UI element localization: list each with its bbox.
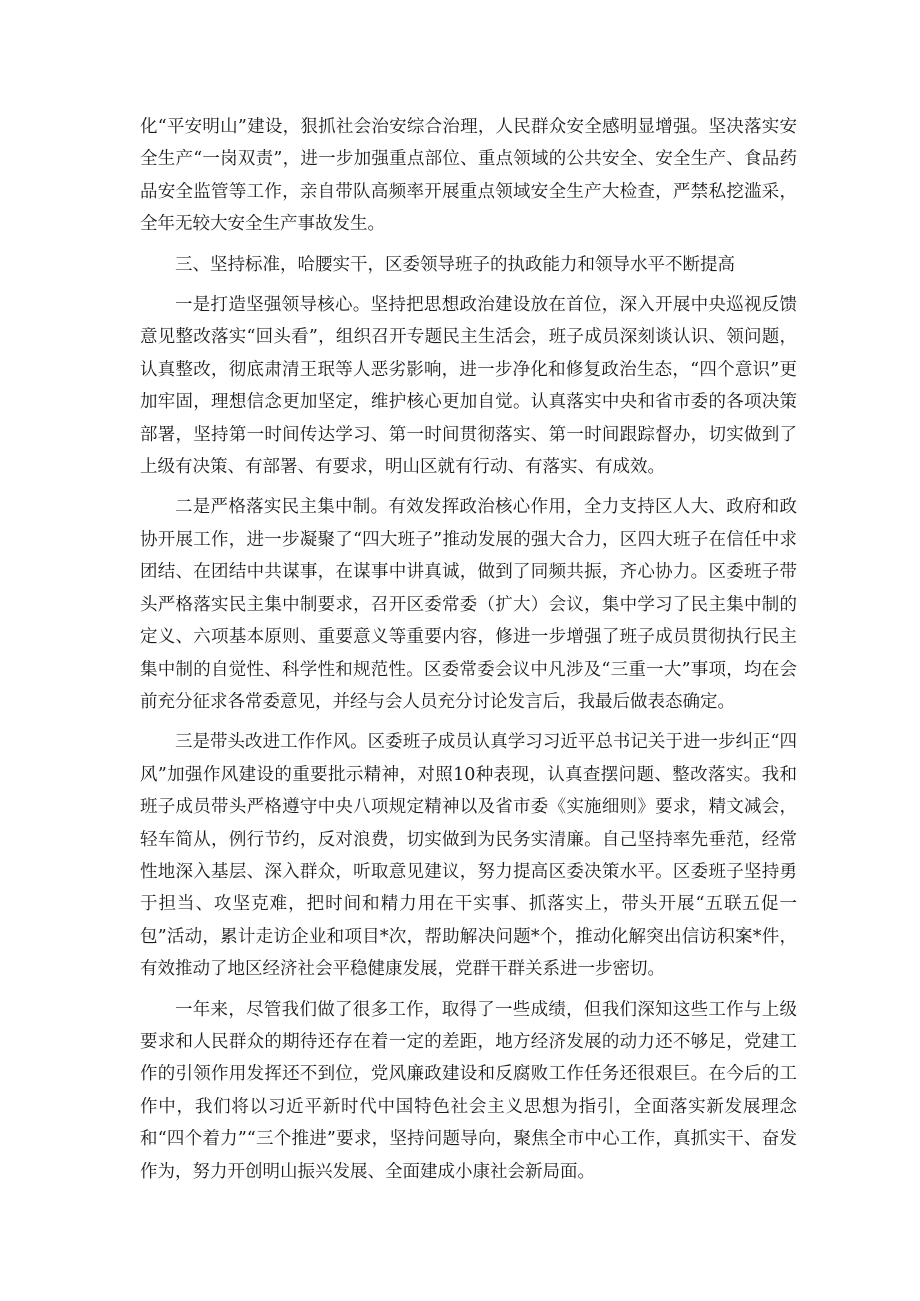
paragraph-leadership-core: 一是打造坚强领导核心。坚持把思想政治建设放在首位，深入开展中央巡视反馈意见整改落实“回头看”，组织召开专题民主生活会，班子成员深刻谈认识、领问题，认真整改，彻底肃清王珉等人恶劣影响，进一步净化和修复政治生态，“四个意识”更加牢固，理想信念更加坚定，维护核心更加自觉。认真落实中央和省市委的各项决策部署，坚持第一时间传达学习、第一时间贯彻落实、第一时间跟踪督办，切实做到了上级有决策、有部署、有要求，明山区就有行动、有落实、有成效。 [140,295,797,478]
document-body [140,111,797,1196]
section-heading-three: 三、坚持标准，哈腰实干，区委领导班子的执政能力和领导水平不断提高 [175,254,735,275]
paragraph-safety-continued: 化“平安明山”建设，狠抓社会治安综合治理，人民群众安全感明显增强。坚决落实安全生产“一岗双责”，进一步加强重点部位、重点领域的公共安全、安全生产、食品药品安全监管等工作，亲自带队高频率开展重点领域安全生产大检查，严禁私挖滥采，全年无较大安全生产事故发生。 [140,117,797,235]
paragraph-democratic-centralism: 二是严格落实民主集中制。有效发挥政治核心作用，全力支持区人大、政府和政协开展工作，进一步凝聚了“四大班子”推动发展的强大合力，区四大班子在信任中求团结、在团结中共谋事，在谋事中讲真诚，做到了同频共振，齐心协力。区委班子带头严格落实民主集中制要求，召开区委常委（扩大）会议，集中学习了民主集中制的定义、六项基本原则、重要意义等重要内容，修进一步增强了班子成员贯彻执行民主集中制的自觉性、科学性和规范性。区委常委会议中凡涉及“三重一大”事项，均在会前充分征求各常委意见，并经与会人员充分讨论发言后，我最后做表态确定。 [140,497,797,712]
paragraph-work-style: 三是带头改进工作作风。区委班子成员认真学习习近平总书记关于进一步纠正“四风”加强作风建设的重要批示精神，对照10种表现，认真查摆问题、整改落实。我和班子成员带头严格遵守中央八项规定精神以及省市委《实施细则》要求，精文减会，轻车简从，例行节约，反对浪费，切实做到为民务实清廉。自己坚持率先垂范，经常性地深入基层、深入群众，听取意见建议，努力提高区委决策水平。区委班子坚持勇于担当、攻坚克难，把时间和精力用在干实事、抓落实上，带头开展“五联五促一包”活动，累计走访企业和项目*次，帮助解决问题*个，推动化解突出信访积案*件，有效推动了地区经济社会平稳健康发展，党群干群关系进一步密切。 [140,732,797,980]
paragraph-summary: 一年来，尽管我们做了很多工作，取得了一些成绩，但我们深知这些工作与上级要求和人民群众的期待还存在着一定的差距，地方经济发展的动力还不够足，党建工作的引领作用发挥还不到位，党风廉政建设和反腐败工作任务还很艰巨。在今后的工作中，我们将以习近平新时代中国特色社会主义思想为指引，全面落实新发展理念和“四个着力”“三个推进”要求，坚持问题导向，聚焦全市中心工作，真抓实干、奋发作为，努力开创明山振兴发展、全面建成小康社会新局面。 [140,999,797,1182]
